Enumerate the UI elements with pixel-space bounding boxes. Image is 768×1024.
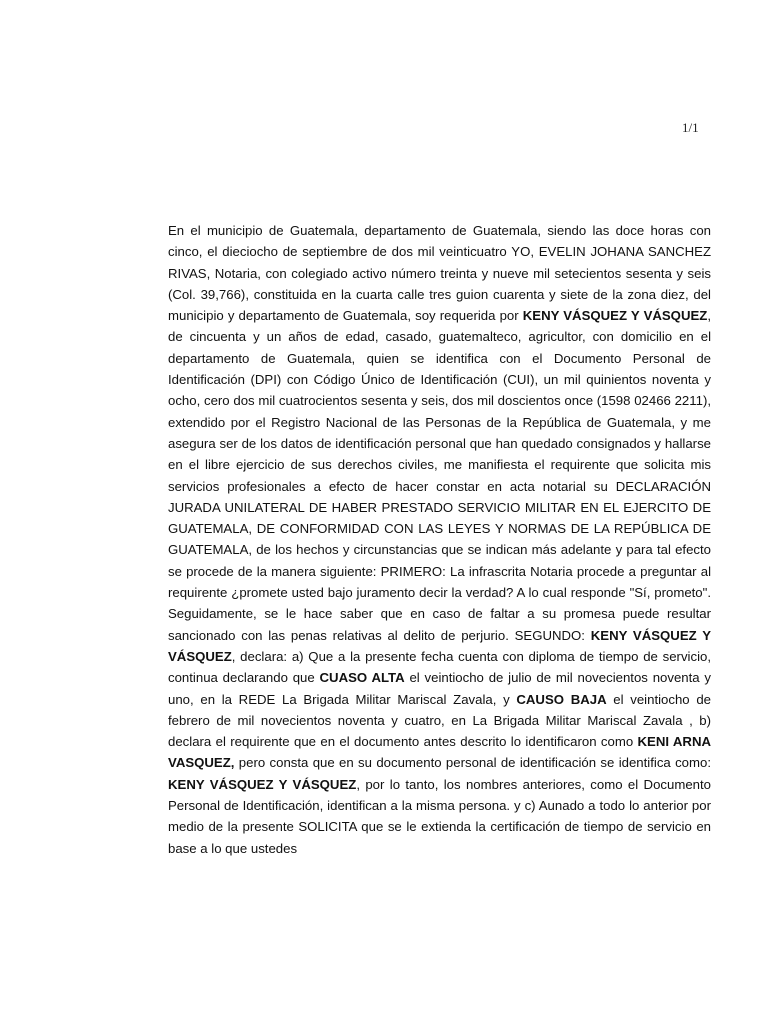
bold-name: KENY VÁSQUEZ Y VÁSQUEZ bbox=[168, 776, 357, 792]
bold-name: KENI ARNA VASQUEZ, bbox=[168, 734, 711, 771]
text-segment: , por lo tanto, los nombres anteriores, como el Documento Personal de Identificación, identifican a la misma persona. y c) Aunado a todo lo anterior por medio de la presente SOLICITA que se le extienda la certificación de tiempo de servicio en base a lo que ustedes bbox=[168, 776, 711, 856]
bold-name: KENY VÁSQUEZ Y VÁSQUEZ bbox=[522, 308, 708, 324]
text-segment: En el municipio de Guatemala, departamento de Guatemala, siendo las doce horas con cinco, el dieciocho de septiembre de dos mil veinticuatro YO, EVELIN JOHANA SANCHEZ RIVAS, Notaria, con colegiado activo número treinta y nueve mil setecientos sesenta y seis (Col. 39,766), constituida en la cuarta calle tres guion cuarenta y siete de la zona diez, del municipio y departamento de Guatemala, soy requerida por bbox=[168, 223, 711, 324]
bold-term: CAUSO BAJA bbox=[516, 691, 607, 707]
bold-name: KENY VÁSQUEZ Y VÁSQUEZ bbox=[168, 627, 711, 664]
text-segment: el veintiocho de febrero de mil novecientos noventa y cuatro, en La Brigada Militar Mariscal Zavala , b) declara el requirente que en el documento antes descrito lo identificaron como bbox=[168, 691, 711, 750]
bold-term: CUASO ALTA bbox=[319, 670, 405, 686]
text-segment: , declara: a) Que a la presente fecha cuenta con diploma de tiempo de servicio, continua declarando que bbox=[168, 648, 711, 686]
text-segment: el veintiocho de julio de mil novecientos noventa y uno, en la REDE La Brigada Militar Mariscal Zavala, y bbox=[168, 670, 712, 707]
text-segment: pero consta que en su documento personal de identificación se identifica como: bbox=[234, 755, 711, 771]
text-segment: , de cincuenta y un años de edad, casado, guatemalteco, agricultor, con domicilio en el departamento de Guatemala, quien se identifica con el Documento Personal de Identificación (DPI) con Código Único de Identificación (CUI), un mil quinientos noventa y ocho, cero dos mil cuatrocientos sesenta y seis, dos mil doscientos once (1598 02466 2211), extendido por el Registro Nacional de las Personas de la República de Guatemala, y me asegura ser de los datos de identificación personal que han quedado consignados y hallarse en el libre ejercicio de sus derechos civiles, me manifiesta el requirente que solicita mis servicios profesionales a efecto de hacer constar en acta notarial su DECLARACIÓN JURADA UNILATERAL DE HABER PRESTADO SERVICIO MILITAR EN EL EJERCITO DE GUATEMALA, DE CONFORMIDAD CON LAS LEYES Y NORMAS DE LA REPÚBLICA DE GUATEMALA, de los hechos y circunstancias que se indican más adelante y para tal efecto se procede de la manera siguiente: PRIMERO: La infrascrita Notaria procede a preguntar al requirente ¿promete usted bajo juramento decir la verdad? A lo cual responde "Sí, prometo". Seguidamente, se le hace saber que en caso de faltar a su promesa puede resultar sancionado con las penas relativas al delito de perjurio. SEGUNDO: bbox=[168, 308, 711, 643]
page-number: 1/1 bbox=[682, 120, 699, 135]
notarial-act-paragraph bbox=[168, 220, 711, 859]
